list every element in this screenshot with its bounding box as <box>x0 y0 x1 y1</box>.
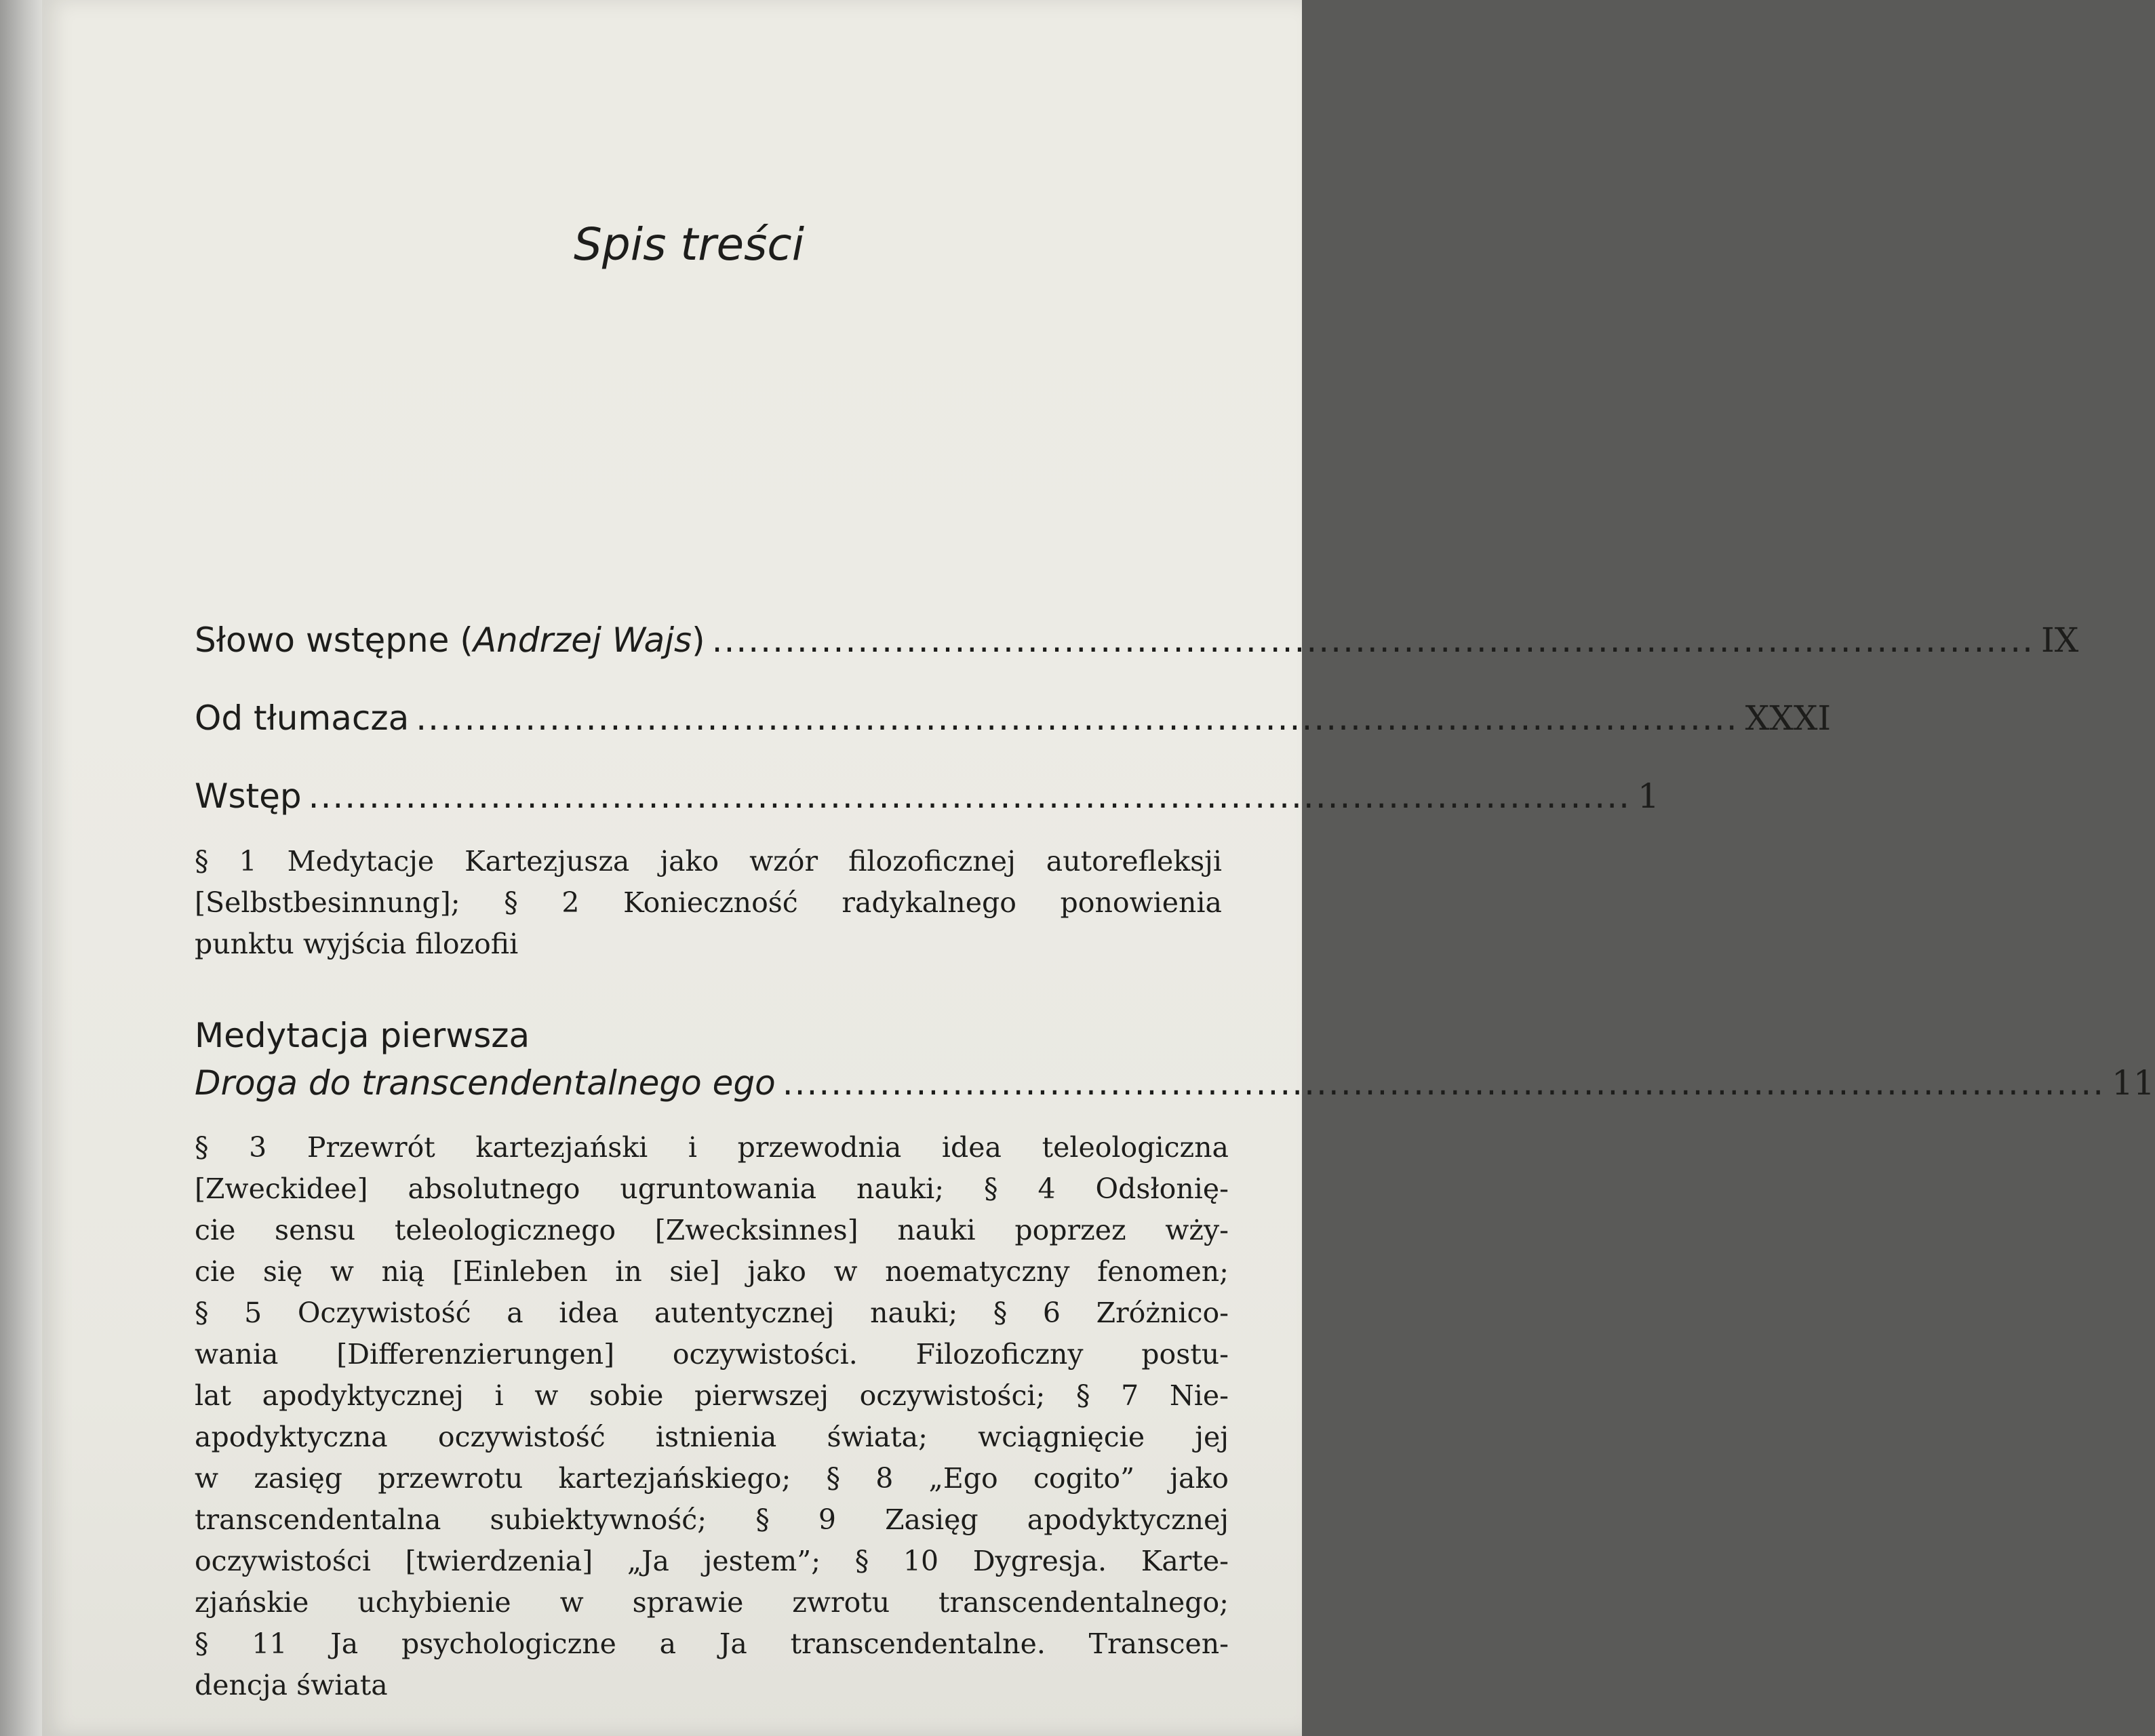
author-name: Andrzej Wajs <box>473 620 692 660</box>
description-line: zjańskie uchybienie w sprawie zwrotu transcendentalnego; <box>195 1586 1229 1619</box>
description-line: wania [Differenzierungen] oczywistości. Filozoficzny postu- <box>195 1338 1229 1370</box>
toc-entry-introduction <box>195 776 1659 816</box>
description-line: cie sensu teleologicznego [Zwecksinnes] nauki poprzez wży- <box>195 1214 1229 1246</box>
dot-leader: ............................................................................................................. <box>416 698 1739 738</box>
page-number: IX <box>2041 620 2079 660</box>
description-line: apodyktyczna oczywistość istnienia świata; wciągnięcie jej <box>195 1421 1229 1453</box>
toc-entry-label: Słowo wstępne (Andrzej Wajs) <box>195 620 705 660</box>
description-line: § 11 Ja psychologiczne a Ja transcendentalne. Transcen- <box>195 1628 1229 1660</box>
description-line: punktu wyjścia filozofii <box>195 928 519 960</box>
toc-entry-first-meditation <box>195 1063 2155 1103</box>
description-line: § 3 Przewrót kartezjański i przewodnia idea teleologiczna <box>195 1131 1229 1164</box>
description-line: [Zweckidee] absolutnego ugruntowania nauki; § 4 Odsłonię- <box>195 1172 1229 1205</box>
toc-entry-foreword <box>195 620 2079 660</box>
page-number: 1 <box>1638 776 1659 816</box>
book-page <box>42 0 2155 1736</box>
description-line: w zasięg przewrotu kartezjańskiego; § 8 „Ego cogito” jako <box>195 1462 1229 1495</box>
page-title: Spis treści <box>573 218 805 271</box>
toc-entry-label: Od tłumacza <box>195 698 410 738</box>
description-line: [Selbstbesinnung]; § 2 Konieczność radykalnego ponowienia <box>195 886 1222 919</box>
dot-leader: ............................................................................................................. <box>711 620 2035 660</box>
description-line: § 5 Oczywistość a idea autentycznej nauki; § 6 Zróżnico- <box>195 1297 1229 1329</box>
page-number: XXXI <box>1745 698 1832 738</box>
toc-entry-label: Droga do transcendentalnego ego <box>195 1063 776 1103</box>
toc-entry-translator-note <box>195 698 1832 738</box>
toc-entry-description <box>195 841 1222 965</box>
toc-section-heading: Medytacja pierwsza <box>195 1016 530 1055</box>
toc-entry-label: Wstęp <box>195 776 302 816</box>
description-line: cie się w nią [Einleben in sie] jako w noematyczny fenomen; <box>195 1255 1229 1288</box>
toc-entry-description <box>195 1127 1229 1706</box>
page-number: 11 <box>2112 1063 2155 1103</box>
dot-leader: ............................................................................................................. <box>308 776 1631 816</box>
dot-leader: ............................................................................................................. <box>782 1063 2105 1103</box>
description-line: § 1 Medytacje Kartezjusza jako wzór filozoficznej autorefleksji <box>195 845 1222 877</box>
description-line: oczywistości [twierdzenia] „Ja jestem”; § 10 Dygresja. Karte- <box>195 1545 1229 1577</box>
description-line: dencja świata <box>195 1669 388 1701</box>
description-line: transcendentalna subiektywność; § 9 Zasięg apodyktycznej <box>195 1503 1229 1536</box>
background-edge <box>0 0 47 1736</box>
description-line: lat apodyktycznej i w sobie pierwszej oczywistości; § 7 Nie- <box>195 1379 1229 1412</box>
